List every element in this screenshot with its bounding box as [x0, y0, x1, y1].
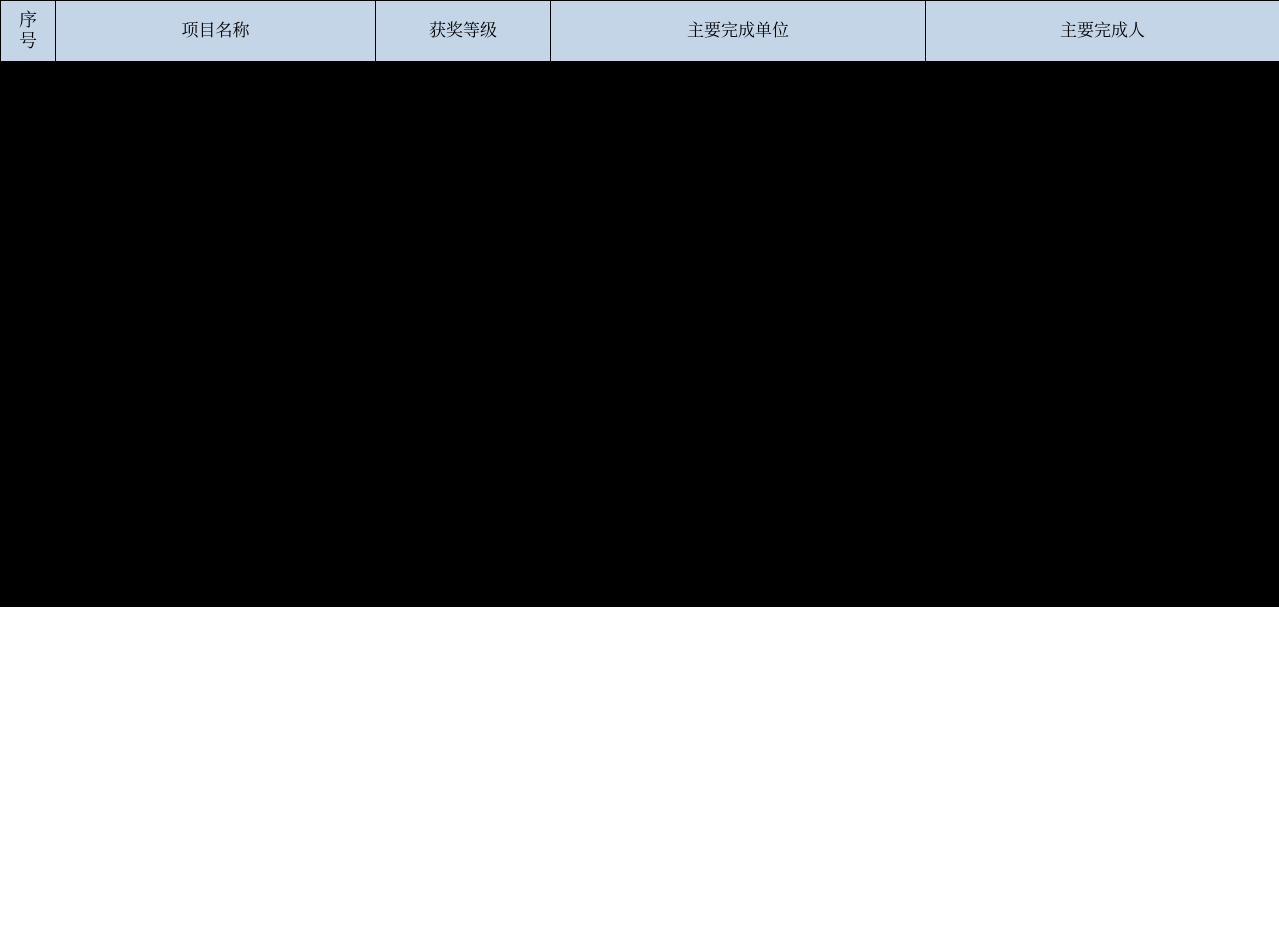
cell-main-units: 中国医学科学院北京协和医院、北京医院、北京豪思生物科技股份有限公司 — [551, 306, 926, 357]
cell-award-level-sub: 二等奖 — [437, 570, 489, 590]
cell-seq: 8 — [1, 532, 56, 606]
cell-main-units: 中国医学科学院阜外医院、首都医科大学附属北京安贞医院 — [551, 255, 926, 306]
cell-main-people: 于存涛、孙立忠、钱向阳、张良金、常谦、孙晓刚、吴进林、于涛、李海祥、熊江 — [926, 255, 1279, 306]
cell-seq: 5 — [1, 357, 56, 408]
cell-award-level — [376, 408, 551, 482]
cell-award-level — [376, 357, 551, 408]
column-header-award-level: 获奖等级 — [376, 1, 551, 62]
cell-award-level-sub: 二等奖 — [437, 383, 489, 403]
cell-award-level-main: 技术发明奖 — [420, 99, 506, 119]
cell-award-level-main: 科学技术进步奖 — [403, 309, 523, 329]
column-header-main-people: 主要完成人 — [926, 1, 1279, 62]
cell-project-name: 肥厚型心肌病精准诊疗与风险评估的关键技术建立及应用 — [56, 357, 376, 408]
column-header-project-name: 项目名称 — [56, 1, 376, 62]
table-row — [1, 357, 1279, 408]
table-header — [1, 1, 1279, 62]
cell-main-units: 中国医学科学院阜外医院、先健科技（深圳）有限公司、首都医科大学附属北京安贞医院、中国人民解放军北部战区总医院、上海形状记忆合金材料有限公司、北京华医圣杰科技有限公司、云南省阜外心血管病医院 — [551, 62, 926, 182]
cell-project-name: 主动脉疾病外科治疗关键创新技术及临床应用 — [56, 255, 376, 306]
cell-main-units: 中国医学科学院北京协和医院、北京大学第三医院、北京积水潭医院、山东威高骨科材料股份有限公司、山东大学齐鲁医院 — [551, 408, 926, 482]
cell-main-people: 潘湘斌、李守军、杨克明、张凤文、王首正、蒋世良、朱晓东、张戈军、陈寄梅、曹华、欧阳文斌、庄勇、张浩、李红昕 — [926, 62, 1279, 182]
cell-project-name: 肝癌分子细胞关键技术创新与推广应用 — [56, 481, 376, 532]
cell-award-level — [376, 62, 551, 182]
cell-main-units: 中国医学科学院肿瘤医院、广州赛哥医学检验所有限公司、南京世和基因生物技术股份有限公司 — [551, 481, 926, 532]
cell-award-level-sub: 二等奖 — [437, 281, 489, 301]
cell-award-level-sub: 二等奖 — [437, 507, 489, 527]
table-row — [1, 481, 1279, 532]
cell-project-name: 关爱妇女，守护健康：协和女性健康系列科普作品与普及活动 — [56, 181, 376, 255]
cell-main-people: 邱玲、肖枫林、禹松林、陈巧瑞、夏良裕、王丹晨、韩丽乔、程歆琦、赵颖 — [926, 306, 1279, 357]
column-header-main-units: 主要完成单位 — [551, 1, 926, 62]
cell-seq: 2 — [1, 181, 56, 255]
table-row — [1, 532, 1279, 606]
table-row — [1, 255, 1279, 306]
cell-award-level — [376, 532, 551, 606]
cell-seq: 4 — [1, 306, 56, 357]
cell-award-level — [376, 181, 551, 255]
cell-project-name: 胶质瘤病恶变动机制研究与技术创新应用 — [56, 532, 376, 606]
table-body — [1, 62, 1279, 607]
cell-award-level-main: 科学技术进步奖 — [403, 484, 523, 504]
cell-award-level-main: 科学技术进步奖 — [403, 196, 523, 216]
table-row — [1, 181, 1279, 255]
cell-seq: 7 — [1, 481, 56, 532]
cell-award-level-sub: 二等奖 — [437, 332, 489, 352]
cell-award-level — [376, 255, 551, 306]
cell-main-units: 中国医学科学院北京协和医院、中国科学院遗传工程关研究所、中国科学院自动化研究所、北京泰格联影科技股份有限公司 — [551, 532, 926, 606]
cell-project-name: 基于质谱技术的内分泌代谢病精准检测平台构建与推广应用 — [56, 306, 376, 357]
cell-main-people: 应建明、李志远、李智勇、王洁、赵晓航、李鹏、郭田、袁培、张之炎、郑晓龙 — [926, 481, 1279, 532]
cell-award-level — [376, 481, 551, 532]
cell-award-level-sub: 二等奖 — [437, 122, 489, 142]
table-row — [1, 306, 1279, 357]
cell-seq: 1 — [1, 62, 56, 182]
cell-main-people: 谭先杰、郎景和、朱兰、向阳、张庆霞、孙智晴、田秦杰、樊庆泊、陈蓉、万希润、王永炎、杨剑秋、龚晓明、李雷、邓燕、孙桂琳 — [926, 181, 1279, 255]
cell-award-level-main: 自然科学奖 — [420, 547, 506, 567]
cell-award-level-sub: 二等奖 — [437, 219, 489, 239]
cell-project-name: 先天性骨和关节畸形诊治关键技术及推广 — [56, 408, 376, 482]
cell-project-name: 先天性心脏病介入治疗关键技术转化和新产品推广应用 — [56, 62, 376, 182]
table-row — [1, 408, 1279, 482]
column-header-seq-line2: 号 — [19, 31, 37, 51]
cell-seq: 3 — [1, 255, 56, 306]
cell-main-people: 宋雷、惠汝太、王继征、赵世华、康连鸣、王虹剑、安硕研、周宪梁、田涛、王东、蒋文 — [926, 357, 1279, 408]
cell-main-people: 徐华林、冷松平、吴立波、白学林、郑洁、吴焕、安道东、李志丽 — [926, 532, 1279, 606]
column-header-seq-line1: 序 — [19, 10, 37, 31]
cell-seq: 6 — [1, 408, 56, 482]
cell-award-level-sub: 二等奖 — [437, 445, 489, 465]
table-row — [1, 62, 1279, 182]
cell-award-level-main: 科学技术进步奖 — [403, 422, 523, 442]
cell-award-level-main: 科学技术进步奖 — [403, 258, 523, 278]
cell-award-level-main: 科学技术进步奖 — [403, 360, 523, 380]
cell-main-people: 仉建国、邱贵兴、吴南、王升儒、张学、杨吉生、周文、陈亚萍、庄乾宇、李景华 — [926, 408, 1279, 482]
cell-award-level — [376, 306, 551, 357]
cell-main-units: 中国医学科学院北京协和医院、中国妇女出版社有限公司、湖北科学技术出版社有限公司、人民卫生出版社有限公司 — [551, 181, 926, 255]
column-header-seq — [1, 1, 56, 62]
table-header-row — [1, 1, 1279, 62]
cell-main-units: 中国医学科学院阜外医院 — [551, 357, 926, 408]
